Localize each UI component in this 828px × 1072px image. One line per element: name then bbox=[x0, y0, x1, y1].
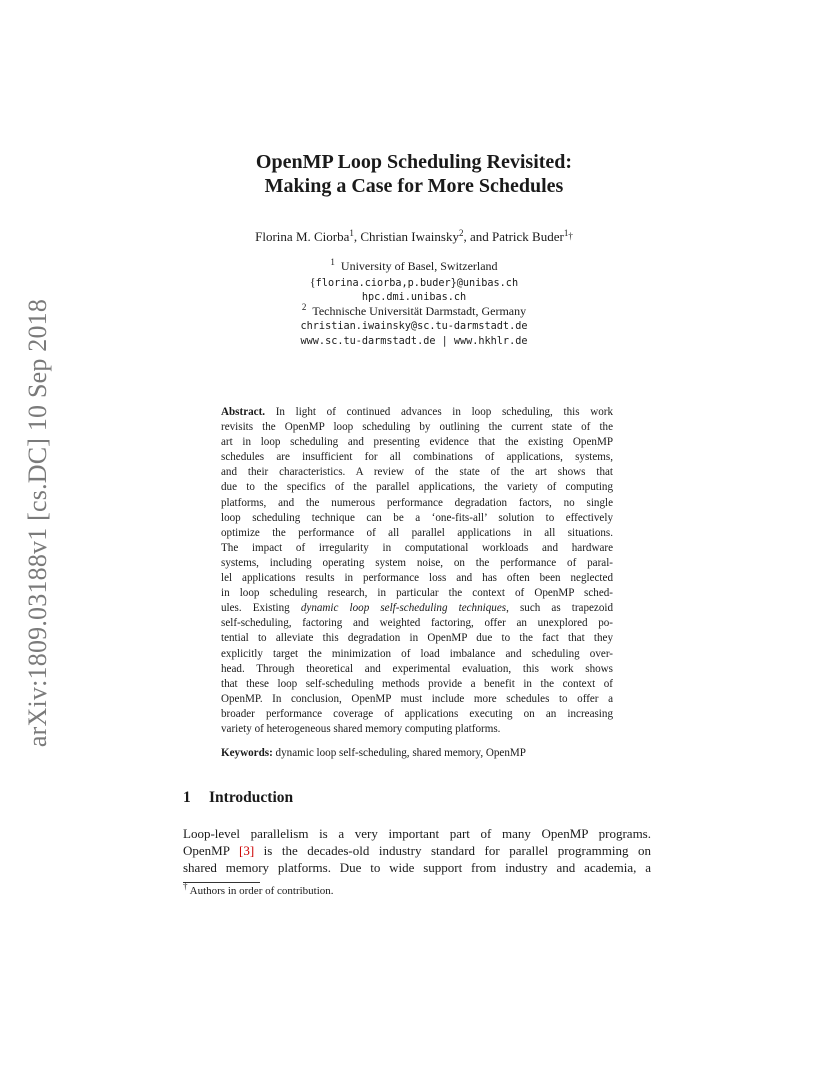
abstract-line: OpenMP. In conclusion, OpenMP must include more schedules to offer a bbox=[221, 692, 613, 705]
affiliation-text: University of Basel, Switzerland bbox=[340, 259, 498, 273]
arxiv-identifier-stamp bbox=[23, 286, 53, 760]
keywords-label: Keywords: bbox=[221, 747, 273, 759]
abstract-line: broader performance coverage of applications executing on an increasing bbox=[221, 707, 613, 720]
abstract-line: head. Through theoretical and experimental evaluation, this work shows bbox=[221, 662, 613, 675]
section-title: Introduction bbox=[209, 789, 294, 806]
abstract-line: art in loop scheduling and presenting evidence that the existing OpenMP bbox=[221, 436, 613, 449]
footnote bbox=[183, 881, 334, 897]
abstract-line: Abstract. In light of continued advances in loop scheduling, this work bbox=[221, 406, 613, 418]
emphasized-term: dynamic loop self-scheduling techniques bbox=[300, 602, 507, 615]
abstract-line: platforms, and the numerous performance degradation factors, no single bbox=[221, 496, 613, 509]
affiliation-1-name bbox=[0, 258, 828, 274]
email-domain: }@unibas.ch bbox=[450, 278, 519, 289]
abstract-line: schedules are insufficient for all combinations of applications, systems, bbox=[221, 451, 613, 464]
footnote-dagger-mark: † bbox=[568, 231, 573, 241]
footnote-text: Authors in order of contribution. bbox=[187, 885, 334, 897]
abstract-line: due to the specifics of the parallel applications, the variety of computing bbox=[221, 481, 613, 494]
affiliation-mark: 1 bbox=[349, 228, 354, 238]
abstract-line: ules. Existing dynamic loop self-scheduling techniques, such as trapezoid bbox=[221, 602, 614, 615]
affiliation-2-website: www.sc.tu-darmstadt.de | www.hkhlr.de bbox=[300, 336, 528, 347]
footnote-dagger-mark: † bbox=[183, 881, 188, 891]
abstract-line: in loop scheduling research, in particular the context of OpenMP sched- bbox=[221, 587, 613, 600]
introduction-paragraph bbox=[183, 825, 651, 876]
section-number: 1 bbox=[183, 789, 191, 806]
affiliation-mark: 2 bbox=[458, 228, 464, 238]
abstract-line: that these loop self-scheduling methods provide a benefit in the context of bbox=[221, 677, 613, 690]
abstract-label: Abstract. bbox=[221, 406, 266, 418]
abstract-line: loop scheduling technique can be a ‘one-fits-all’ solution to effectively bbox=[221, 511, 613, 524]
email-usernames: florina.ciorba,p.buder bbox=[315, 278, 451, 289]
citation-link[interactable]: [3] bbox=[238, 843, 255, 858]
title-line-1: OpenMP Loop Scheduling Revisited: bbox=[255, 151, 573, 173]
body-line: shared memory platforms. Due to wide support from industry and academia, a bbox=[183, 860, 651, 875]
author-name: Florina M. Ciorba bbox=[255, 229, 350, 244]
paper-title bbox=[0, 150, 828, 198]
body-line: OpenMP [3] is the decades-old industry standard for parallel programming on bbox=[183, 843, 651, 858]
footnote-divider bbox=[183, 882, 260, 883]
affiliation-number: 1 bbox=[330, 257, 335, 267]
affiliation-number: 2 bbox=[301, 302, 307, 312]
body-line: Loop-level parallelism is a very important part of many OpenMP programs. bbox=[183, 826, 651, 841]
abstract-line: tential to alleviate this degradation in OpenMP due to the fact that they bbox=[221, 632, 613, 645]
author-name: , and Patrick Buder bbox=[463, 229, 564, 244]
affiliation-1-website: hpc.dmi.unibas.ch bbox=[361, 292, 467, 303]
affiliation-text: Technische Universität Darmstadt, Germany bbox=[312, 304, 527, 318]
keywords bbox=[221, 747, 526, 759]
abstract-line: explicitly target the minimization of load imbalance and scheduling over- bbox=[221, 647, 613, 660]
author-list bbox=[0, 229, 828, 245]
arxiv-identifier-text: arXiv:1809.03188v1 [cs.DC] 10 Sep 2018 bbox=[23, 298, 52, 748]
abstract bbox=[221, 405, 613, 737]
abstract-line: self-scheduling, factoring and weighted factoring, offer an unexplored po- bbox=[221, 617, 613, 630]
author-name: , Christian Iwainsky bbox=[353, 229, 459, 244]
section-heading bbox=[183, 789, 293, 807]
affiliation-mark: 1 bbox=[563, 228, 569, 238]
email-brace: { bbox=[309, 275, 316, 289]
affiliation-2-name bbox=[0, 303, 828, 319]
abstract-line: and their characteristics. A review of the state of the art shows that bbox=[221, 466, 613, 479]
abstract-line: variety of heterogeneous shared memory computing platforms. bbox=[221, 722, 501, 735]
affiliation-2-email: christian.iwainsky@sc.tu-darmstadt.de bbox=[300, 321, 528, 332]
title-line-2: Making a Case for More Schedules bbox=[264, 175, 564, 197]
keywords-text: dynamic loop self-scheduling, shared memory, OpenMP bbox=[275, 747, 526, 759]
abstract-line: systems, including operating system noise, on the performance of paral- bbox=[221, 556, 613, 569]
abstract-line: revisits the OpenMP loop scheduling by outlining the current state of the bbox=[221, 421, 613, 434]
abstract-line: lel applications results in performance loss and has often been neglected bbox=[221, 572, 613, 585]
abstract-line: The impact of irregularity in computational workloads and hardware bbox=[221, 541, 613, 554]
abstract-line: optimize the performance of all parallel applications in all situations. bbox=[221, 526, 613, 539]
